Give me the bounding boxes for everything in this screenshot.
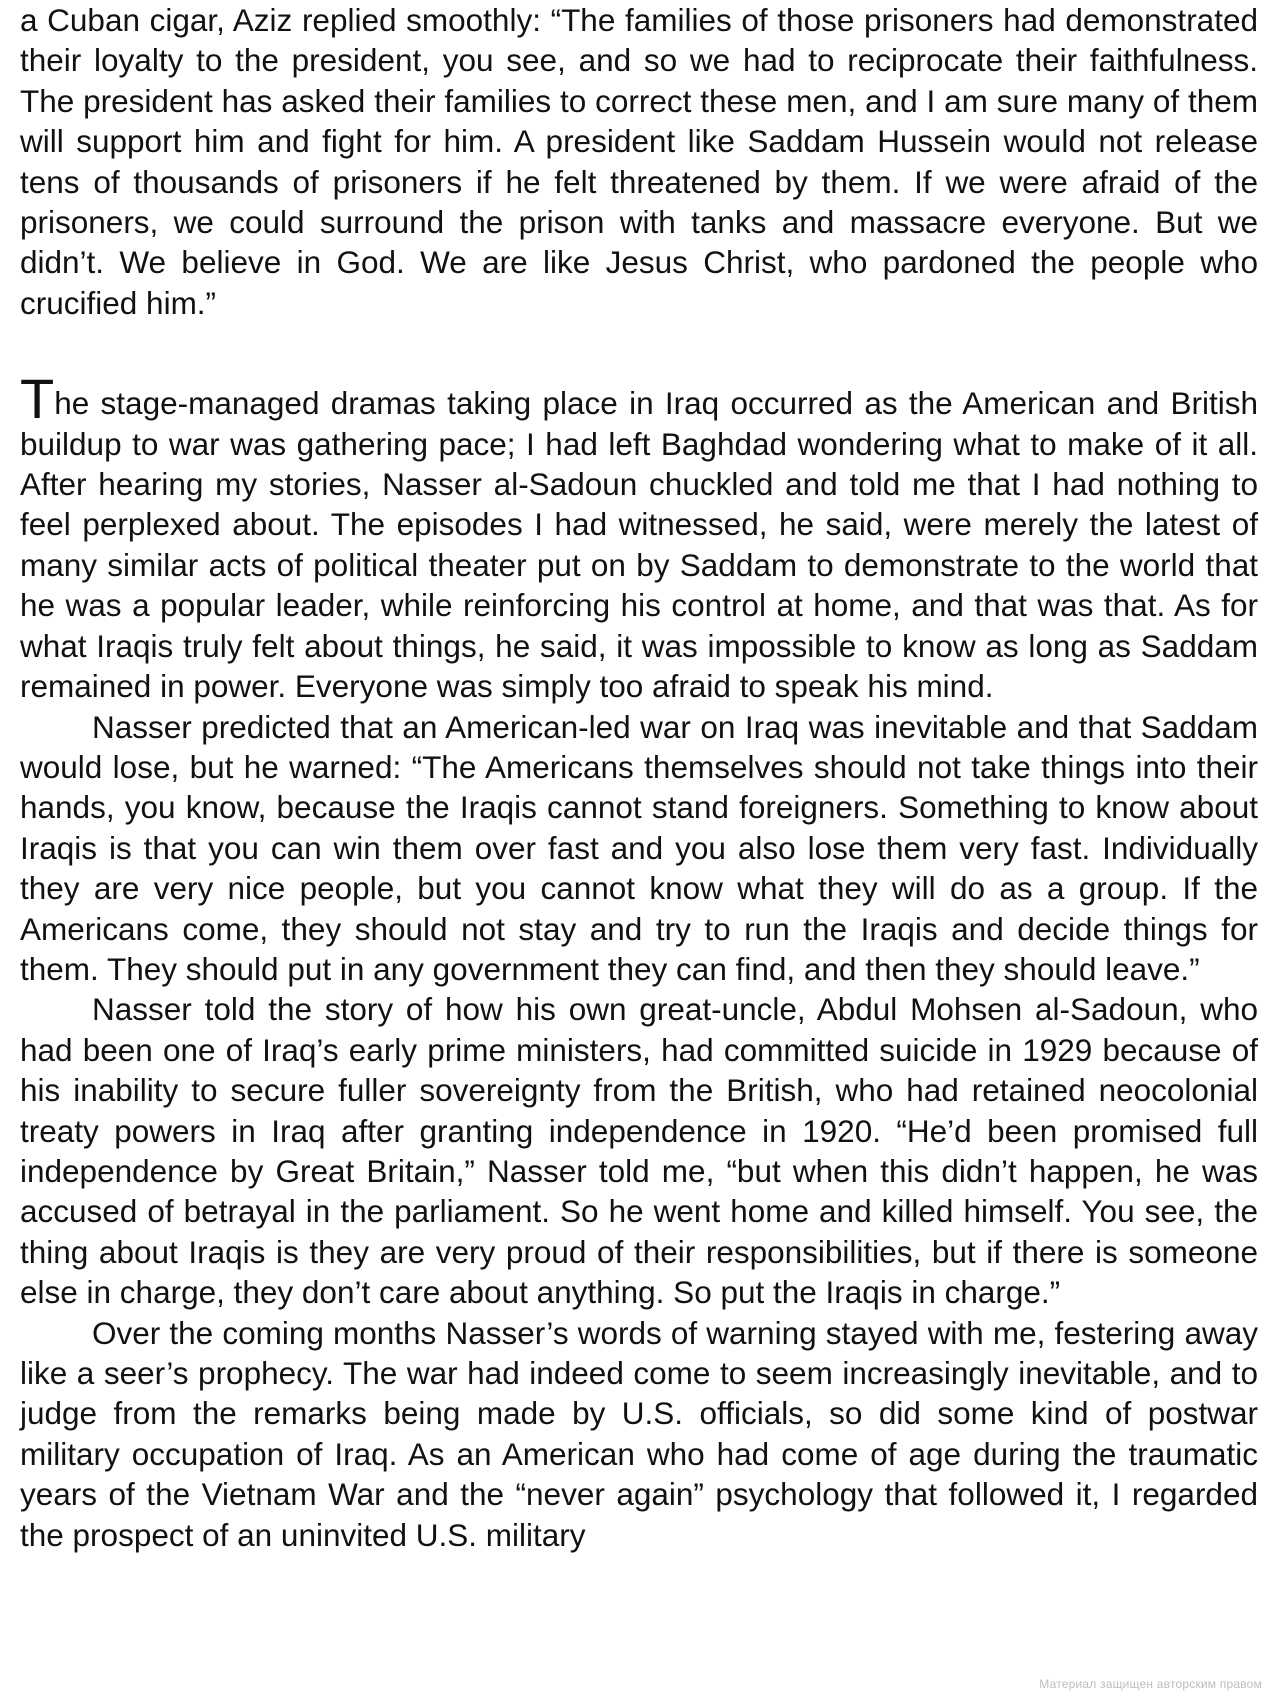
paragraph-coming-months: Over the coming months Nasser’s words of warning stayed with me, festering away like a seer’s prophecy. The war had indeed come to seem increasingly inevitable, and to judge from the remarks being made by U.S. officials, so did some kind of postwar military occupation of Iraq. As an American who had come of age during the traumatic years of the Vietnam War and the “never again” psychology that followed it, I regarded the prospect of an uninvited U.S. military <box>20 1314 1258 1553</box>
paragraph-nasser-prediction: Nasser predicted that an American-led war on Iraq was inevitable and that Saddam would lose, but he warned: “The Americans themselves should not take things into their hands, you know, because the Iraqis cannot stand foreigners. Something to know about Iraqis is that you can win them over fast and you also lose them very fast. Individually they are very nice people, but you cannot know what they will do as a group. If the Americans come, they should not stay and try to run the Iraqis and decide things for them. They should put in any government they can find, and then they should leave.” <box>20 708 1258 987</box>
drop-cap: T <box>20 367 55 431</box>
paragraph-aziz-quote: a Cuban cigar, Aziz replied smoothly: “The families of those prisoners had demonstrated their loyalty to the president, you see, and so we had to reciprocate their faithfulness. The president has asked their families to correct these men, and I am sure many of them will support him and fight for him. A president like Saddam Hussein would not release tens of thousands of prisoners if he felt threatened by them. If we were afraid of the prisoners, we could surround the prison with tanks and massacre everyone. But we didn’t. We believe in God. We are like Jesus Christ, who pardoned the people who crucified him.” <box>20 2 1258 321</box>
paragraph-section-opening <box>20 367 1258 706</box>
book-page <box>20 0 1258 1555</box>
copyright-watermark: Материал защищен авторским правом <box>1039 1677 1262 1691</box>
paragraph-great-uncle-story: Nasser told the story of how his own great-uncle, Abdul Mohsen al-Sadoun, who had been one of Iraq’s early prime ministers, had committed suicide in 1929 because of his inability to secure fuller sovereignty from the British, who had retained neocolonial treaty powers in Iraq after granting independence in 1920. “He’d been promised full independence by Great Britain,” Nasser told me, “but when this didn’t happen, he was accused of betrayal in the parliament. So he went home and killed himself. You see, the thing about Iraqis is they are very proud of their responsibilities, but if there is someone else in charge, they don’t care about anything. So put the Iraqis in charge.” <box>20 991 1258 1311</box>
section-break <box>20 323 1258 379</box>
paragraph-section-opening-text: he stage-managed dramas taking place in Iraq occurred as the American and British buildup to war was gathering pace; I had left Baghdad wondering what to make of it all. After hearing my stories, Nasser al-Sadoun chuckled and told me that I had nothing to feel perplexed about. The episodes I had witnessed, he said, were merely the latest of many similar acts of political theater put on by Saddam to demonstrate to the world that he was a popular leader, while reinforcing his control at home, and that was that. As for what Iraqis truly felt about things, he said, it was impossible to know as long as Saddam remained in power. Everyone was simply too afraid to speak his mind. <box>20 385 1258 705</box>
